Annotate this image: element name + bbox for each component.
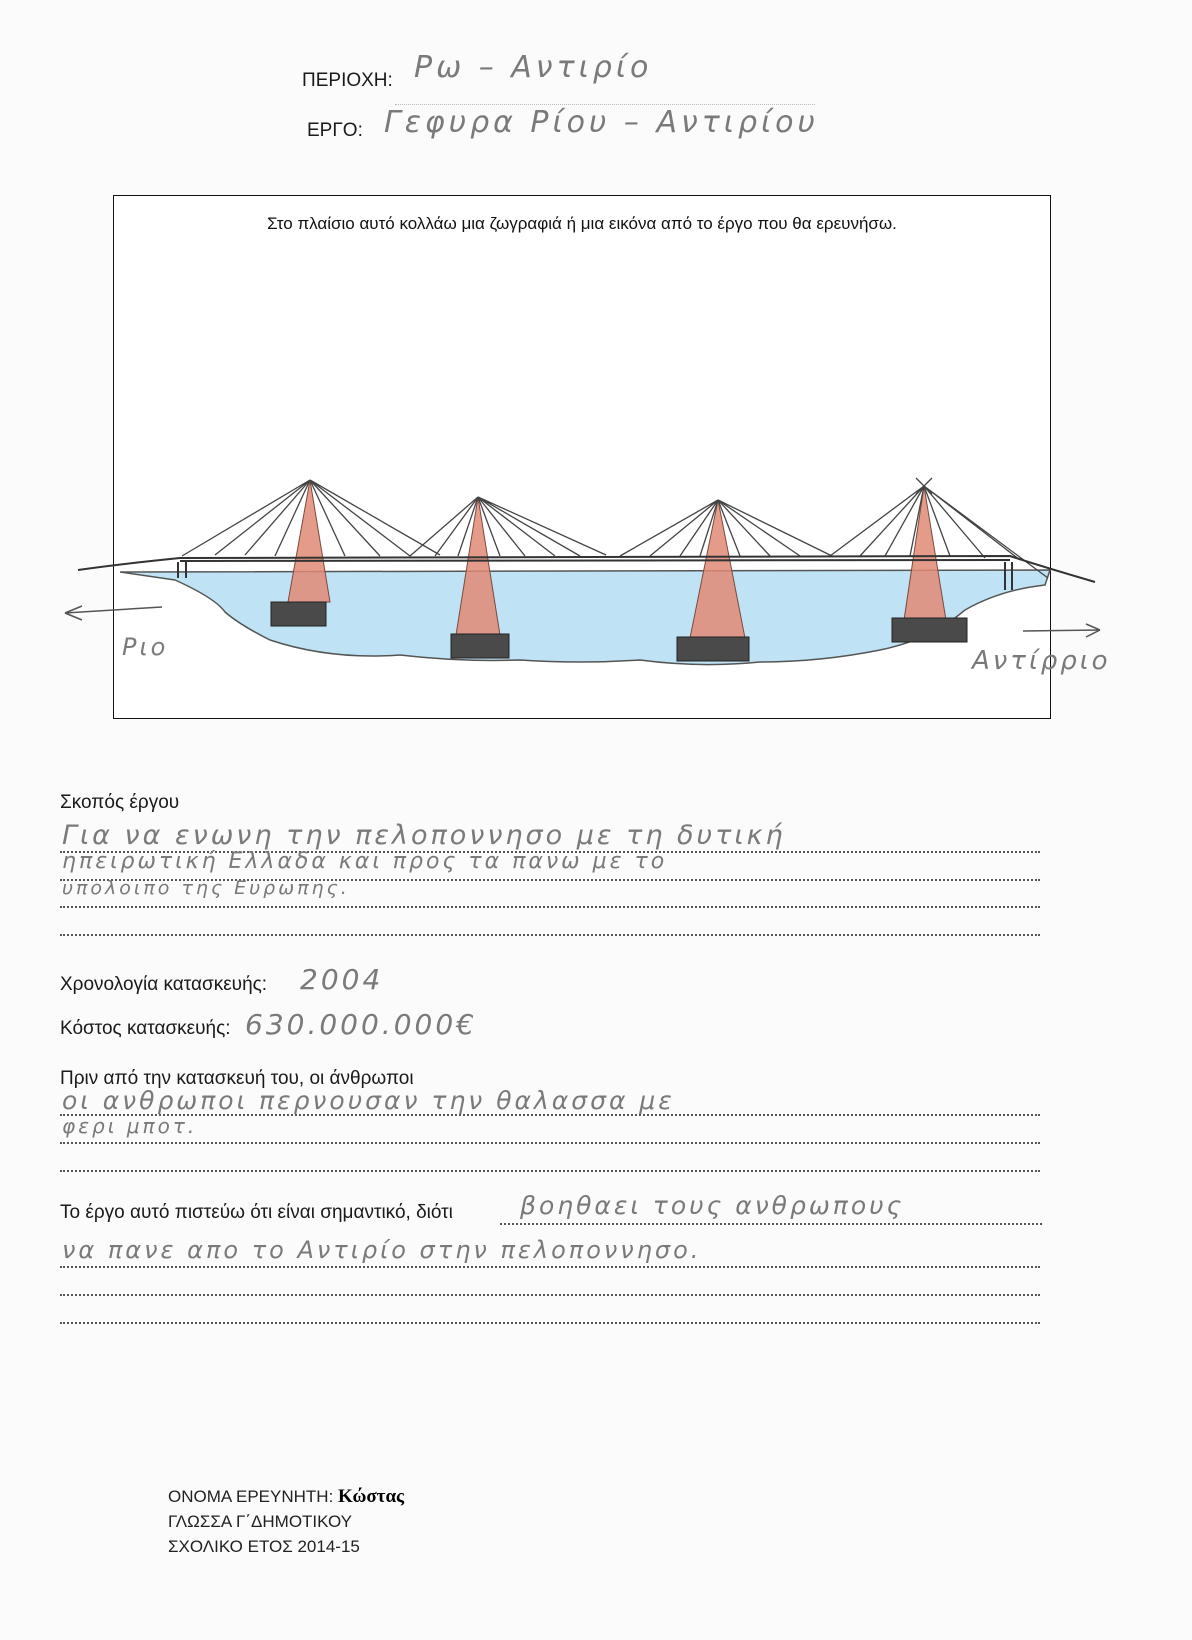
importance-dotline-2: [60, 1266, 1040, 1268]
importance-dotline-1: [500, 1223, 1042, 1225]
importance-line-2: να πανε απο το Αντιρίο στην πελοποννησο.: [62, 1236, 702, 1264]
foundation-4: [892, 618, 967, 642]
purpose-label: Σκοπός έργου: [60, 792, 180, 813]
before-dotline-2: [60, 1142, 1040, 1144]
arrow-left-icon: [65, 606, 162, 620]
area-label: ΠΕΡΙΟΧΗ:: [302, 70, 393, 91]
foundation-1: [271, 602, 326, 626]
project-label: ΕΡΓΟ:: [307, 120, 363, 141]
importance-label: Το έργο αυτό πιστεύω ότι είναι σημαντικό, διότι: [60, 1202, 453, 1223]
purpose-line-3: υπολοιπο της Ευρωπης.: [62, 877, 350, 899]
year-label: Χρονολογία κατασκευής:: [60, 974, 268, 995]
right-bank-label: Αντίρριο: [972, 646, 1111, 676]
before-dotline-3: [60, 1170, 1040, 1172]
researcher-label: ΟΝΟΜΑ ΕΡΕΥΝΗΤΗ:: [168, 1487, 334, 1506]
researcher-line: [168, 1484, 404, 1509]
researcher-name: Κώστας: [338, 1486, 405, 1507]
purpose-line-2: ηπειρωτική Ελλαδα και προς τα πανω με το: [62, 849, 668, 874]
foundation-2: [451, 634, 509, 658]
arrow-right-icon: [1023, 624, 1100, 637]
year-value: 2004: [300, 963, 384, 996]
importance-dotline-4: [60, 1322, 1040, 1324]
purpose-dotline-3: [60, 906, 1040, 908]
importance-line-1: βοηθαει τους ανθρωπους: [520, 1191, 905, 1220]
before-dotline-1: [60, 1114, 1040, 1116]
cost-value: 630.000.000€: [245, 1008, 477, 1041]
footer: [168, 1484, 404, 1559]
before-line-1: οι ανθρωποι περνουσαν την θαλασσα με: [62, 1086, 675, 1115]
importance-dotline-3: [60, 1294, 1040, 1296]
before-label: Πριν από την κατασκευή του, οι άνθρωποι: [60, 1068, 414, 1089]
before-line-2: φερι μποτ.: [62, 1114, 198, 1138]
foundation-3: [677, 637, 749, 661]
purpose-dotline-4: [60, 934, 1040, 936]
bridge-drawing: [0, 0, 1192, 740]
project-value: Γεφυρα Ρίου – Αντιρίου: [384, 105, 819, 140]
drawing-caption: Στο πλαίσιο αυτό κολλάω μια ζωγραφιά ή μια εικόνα από το έργο που θα ερευνήσω.: [267, 214, 897, 233]
class-line: ΓΛΩΣΣΑ Γ΄ΔΗΜΟΤΙΚΟΥ: [168, 1512, 352, 1531]
cost-label: Κόστος κατασκευής:: [60, 1018, 231, 1039]
area-value: Ρω – Αντιρίο: [414, 50, 653, 85]
purpose-line-1: Για να ενωνη την πελοποννησο με τη δυτική: [62, 820, 786, 851]
school-year-line: ΣΧΟΛΙΚΟ ΕΤΟΣ 2014-15: [168, 1537, 360, 1556]
left-bank-label: Ριο: [122, 633, 169, 661]
